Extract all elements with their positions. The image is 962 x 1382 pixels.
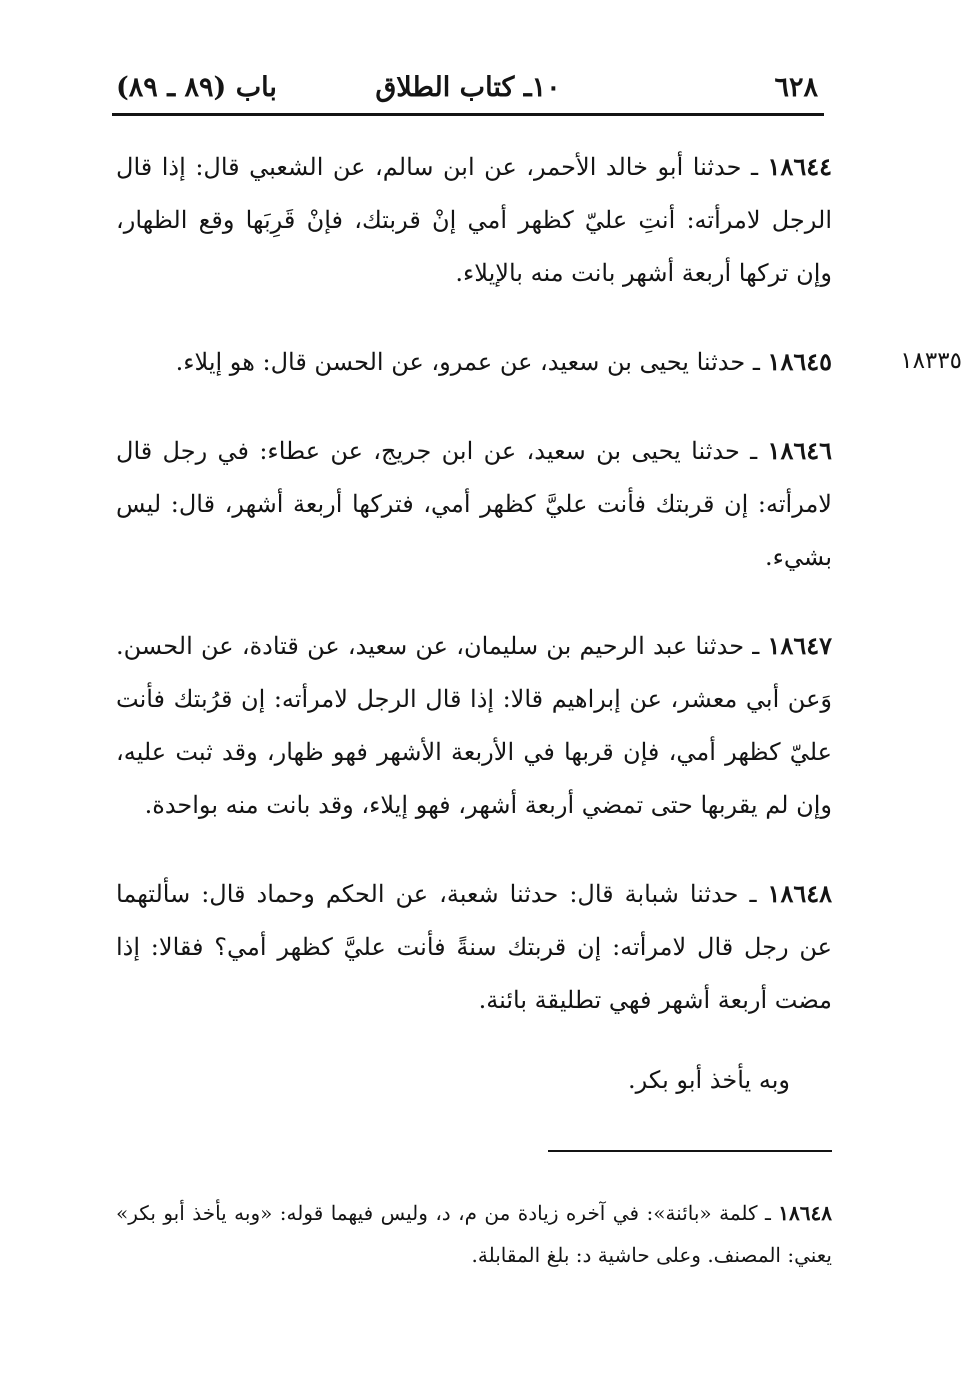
page-header <box>112 66 824 116</box>
hadith-text: ـ حدثنا أبو خالد الأحمر، عن ابن سالم، عن الشعبي قال: إذا قال الرجل لامرأته: أنتِ عليّ كظهر أمي إنْ قربتك، فإنْ قَرِبَها وقع الظهار، وإن تركها أربعة أشهر بانت منه بالإيلاء. <box>116 153 832 287</box>
hadith-18645 <box>116 335 962 389</box>
footnote-number: ١٨٦٤٨ <box>778 1201 833 1225</box>
hadith-number: ١٨٦٤٦ <box>767 436 832 465</box>
hadith-18644 <box>116 140 832 300</box>
hadith-number: ١٨٦٤٨ <box>767 879 832 908</box>
page-number: ٦٢٨ <box>774 72 818 103</box>
footnote <box>116 1192 832 1276</box>
hadith-text: ـ حدثنا يحيى بن سعيد، عن ابن جريج، عن عطاء: في رجل قال لامرأته: إن قربتك فأنت عليَّ كظهر أمي، فتركها أربعة أشهر، قال: ليس بشيء. <box>116 437 832 571</box>
cross-reference-number: ١٨٣٣٥ <box>900 348 962 374</box>
footnote-text: ـ كلمة «بائنة»: في آخره زيادة من م، د، وليس فيهما قوله: «وبه يأخذ أبو بكر» يعني: المصنف. وعلى حاشية د: بلغ المقابلة. <box>116 1201 832 1267</box>
hadith-text: ـ حدثنا يحيى بن سعيد، عن عمرو، عن الحسن قال: هو إيلاء. <box>175 348 760 376</box>
closing-line: وبه يأخذ أبو بكر. <box>628 1066 790 1094</box>
book-title: ١٠ـ كتاب الطلاق <box>375 72 561 103</box>
hadith-18648 <box>116 867 832 1027</box>
hadith-18647 <box>116 619 832 832</box>
hadith-number: ١٨٦٤٤ <box>767 152 832 181</box>
hadith-18646 <box>116 424 832 584</box>
hadith-number: ١٨٦٤٧ <box>767 631 832 660</box>
header-rule <box>112 113 824 116</box>
footnote-divider <box>548 1150 832 1152</box>
chapter-title: باب (٨٩ ـ ٨٩) <box>116 72 277 103</box>
hadith-text: ـ حدثنا شبابة قال: حدثنا شعبة، عن الحكم وحماد قال: سألتهما عن رجل قال لامرأته: إن قربتك سنةً فأنت عليَّ كظهر أمي؟ فقالا: إذا مضت أربعة أشهر فهي تطليقة بائنة. <box>116 880 832 1014</box>
hadith-number: ١٨٦٤٥ <box>767 347 832 376</box>
main-text <box>116 140 962 1131</box>
hadith-text: ـ حدثنا عبد الرحيم بن سليمان، عن سعيد، عن قتادة، عن الحسن. وَعن أبي معشر، عن إبراهيم قالا: إذا قال الرجل لامرأته: إن قرُبتك فأنت عليّ كظهر أمي، فإن قربها في الأربعة الأشهر فهو ظهار، وقد ثبت عليه، وإن لم يقربها حتى تمضي أربعة أشهر، فهو إيلاء، وقد بانت منه بواحدة. <box>116 632 832 819</box>
